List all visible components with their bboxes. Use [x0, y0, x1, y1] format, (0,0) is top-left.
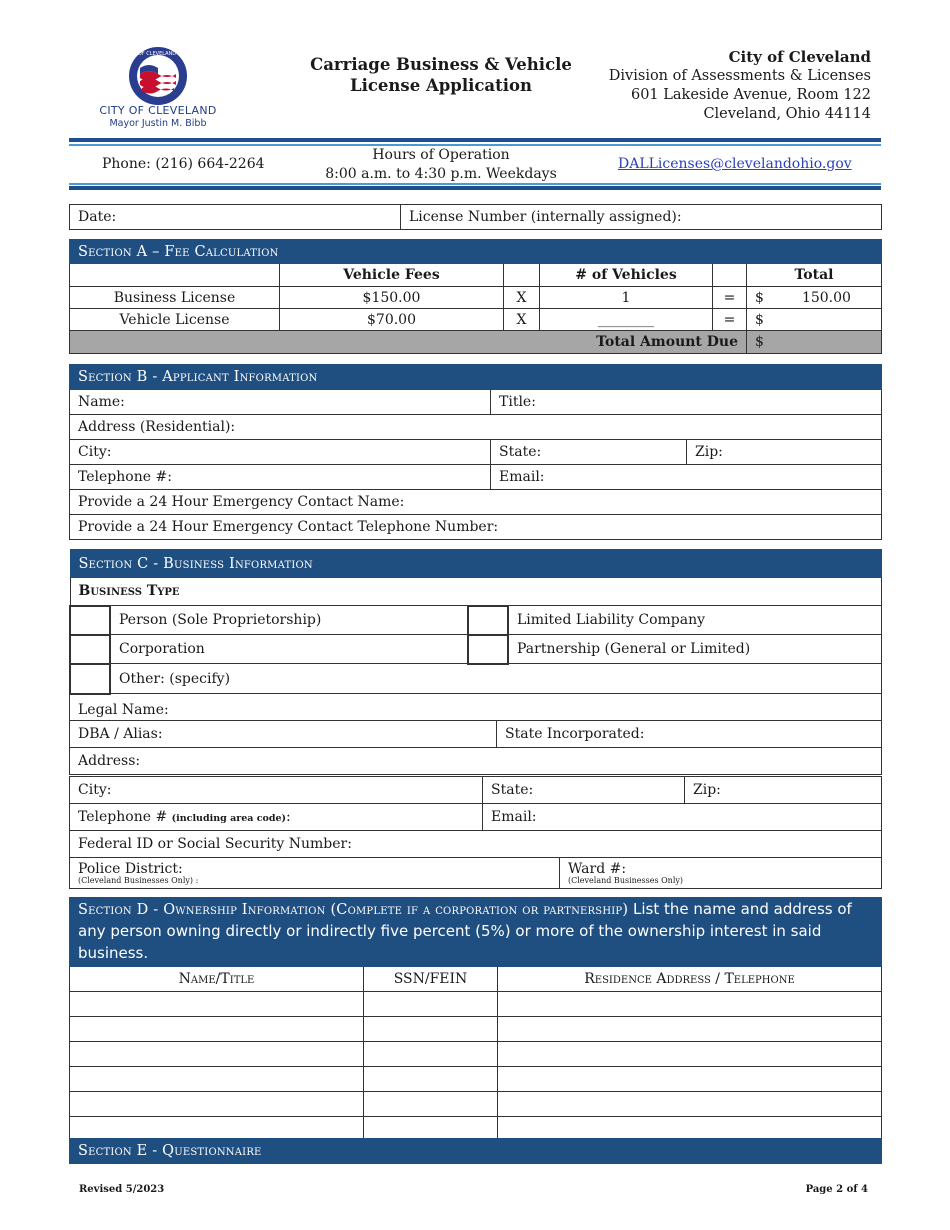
- fee-row-label: Business License: [70, 287, 280, 309]
- fee-row-total[interactable]: [772, 309, 882, 331]
- times-header: [504, 264, 540, 287]
- section-e-header: Section E - Questionnaire: [70, 1139, 882, 1164]
- section-d-table: [69, 897, 882, 1142]
- business-email-field[interactable]: Email:: [483, 804, 882, 831]
- business-type-label: Business Type: [70, 578, 882, 606]
- applicant-zip-field[interactable]: Zip:: [687, 440, 882, 465]
- vehicle-count-header: # of Vehicles: [540, 264, 713, 287]
- ward-field[interactable]: [560, 858, 882, 889]
- city-label: CITY OF CLEVELAND: [99, 104, 217, 117]
- applicant-address-field[interactable]: Address (Residential):: [70, 415, 882, 440]
- applicant-city-field[interactable]: City:: [70, 440, 491, 465]
- org-name: City of Cleveland: [728, 48, 871, 66]
- fee-row-amount: $150.00: [280, 287, 504, 309]
- applicant-telephone-field[interactable]: Telephone #:: [70, 465, 491, 490]
- fee-row-currency: $: [747, 287, 772, 309]
- date-field[interactable]: Date:: [70, 205, 401, 230]
- org-division: Division of Assessments & Licenses: [608, 68, 871, 84]
- applicant-title-field[interactable]: Title:: [491, 390, 882, 415]
- owner-address-cell[interactable]: [498, 992, 882, 1017]
- revised-date: Revised 5/2023: [79, 1184, 165, 1195]
- header-rule-bottom-thick: [69, 186, 881, 190]
- fee-row-count[interactable]: ________: [540, 309, 713, 331]
- llc-label: Limited Liability Company: [508, 606, 882, 635]
- owner-row: [70, 1042, 882, 1067]
- telephone-label: Telephone #: [78, 809, 168, 825]
- org-address-1: 601 Lakeside Avenue, Room 122: [630, 87, 871, 103]
- applicant-name-field[interactable]: Name:: [70, 390, 491, 415]
- email-link[interactable]: DALLicenses@clevelandohio.gov: [618, 156, 852, 172]
- owner-row: [70, 992, 882, 1017]
- total-header: Total: [747, 264, 882, 287]
- total-amount-currency: $: [747, 331, 772, 354]
- applicant-state-field[interactable]: State:: [491, 440, 687, 465]
- owner-ssn-header: SSN/FEIN: [364, 967, 498, 992]
- business-telephone-field[interactable]: [70, 804, 483, 831]
- telephone-colon: :: [286, 809, 291, 825]
- hours-title: Hours of Operation: [372, 147, 510, 163]
- owner-row: [70, 1067, 882, 1092]
- other-specify-field[interactable]: Other: (specify): [110, 664, 882, 694]
- total-amount-value[interactable]: [772, 331, 882, 354]
- fee-row-amount: $70.00: [280, 309, 504, 331]
- owner-ssn-cell[interactable]: [364, 1067, 498, 1092]
- hours-value: 8:00 a.m. to 4:30 p.m. Weekdays: [325, 166, 557, 182]
- owner-address-cell[interactable]: [498, 1042, 882, 1067]
- equals-header: [713, 264, 747, 287]
- business-city-field[interactable]: City:: [70, 777, 483, 804]
- fee-row-label: Vehicle License: [70, 309, 280, 331]
- police-district-note: (Cleveland Businesses Only) :: [78, 875, 199, 885]
- organization-block: [609, 48, 871, 124]
- section-e-table: [69, 1138, 882, 1164]
- emergency-contact-name-field[interactable]: Provide a 24 Hour Emergency Contact Name:: [70, 490, 882, 515]
- owner-ssn-cell[interactable]: [364, 992, 498, 1017]
- owner-row: [70, 1092, 882, 1117]
- emergency-contact-phone-field[interactable]: Provide a 24 Hour Emergency Contact Telephone Number:: [70, 515, 882, 540]
- section-a-header: Section A – Fee Calculation: [70, 240, 882, 264]
- ward-label: Ward #:: [568, 860, 627, 877]
- fee-row-equals: =: [713, 309, 747, 331]
- owner-ssn-cell[interactable]: [364, 1017, 498, 1042]
- business-city-table: [69, 776, 882, 858]
- partnership-checkbox[interactable]: [468, 635, 508, 664]
- other-checkbox[interactable]: [70, 664, 110, 694]
- total-amount-due-label: Total Amount Due: [70, 331, 747, 354]
- fee-row-currency: $: [747, 309, 772, 331]
- police-district-field[interactable]: [70, 858, 560, 889]
- section-d-instructions: List the name and address of any person owning directly or indirectly five percent (5%) or more of the ownership interest in said business.: [78, 900, 852, 962]
- owner-row: [70, 1017, 882, 1042]
- legal-name-field[interactable]: Legal Name:: [70, 694, 882, 721]
- section-d-title: Section D - Ownership Information (Complete if a corporation or partnership): [78, 902, 629, 918]
- seal-text: CITY OF CLEVELAND OHIO: [128, 51, 188, 57]
- fee-row-equals: =: [713, 287, 747, 309]
- fee-row-count[interactable]: 1: [540, 287, 713, 309]
- corporation-label: Corporation: [110, 635, 468, 664]
- title-line-1: Carriage Business & Vehicle: [310, 55, 572, 74]
- header-rule-bottom-thin: [69, 183, 881, 185]
- sole-proprietorship-label: Person (Sole Proprietorship): [110, 606, 468, 635]
- district-ward-table: [69, 857, 882, 889]
- police-district-label: Police District:: [78, 860, 183, 877]
- section-c-table: [69, 549, 882, 695]
- fee-row-times: X: [504, 287, 540, 309]
- fee-row-times: X: [504, 309, 540, 331]
- sole-proprietorship-checkbox[interactable]: [70, 606, 110, 635]
- telephone-note: (including area code): [171, 813, 287, 824]
- title-line-2: License Application: [350, 76, 532, 95]
- owner-ssn-cell[interactable]: [364, 1092, 498, 1117]
- document-title: [300, 54, 582, 96]
- owner-name-cell[interactable]: [70, 1092, 364, 1117]
- phone-number: Phone: (216) 664-2264: [102, 156, 265, 172]
- vehicle-fees-header: Vehicle Fees: [280, 264, 504, 287]
- city-seal: [128, 46, 188, 106]
- fee-row-total[interactable]: 150.00: [772, 287, 882, 309]
- corporation-checkbox[interactable]: [70, 635, 110, 664]
- llc-checkbox[interactable]: [468, 606, 508, 635]
- fee-label-header: [70, 264, 280, 287]
- org-address-2: Cleveland, Ohio 44114: [703, 106, 871, 122]
- section-c-header: Section C - Business Information: [70, 550, 882, 578]
- applicant-email-field[interactable]: Email:: [491, 465, 882, 490]
- business-state-field[interactable]: State:: [483, 777, 685, 804]
- section-a-table: [69, 239, 882, 354]
- owner-name-cell[interactable]: [70, 1067, 364, 1092]
- mayor-label: Mayor Justin M. Bibb: [109, 118, 207, 129]
- owner-name-cell[interactable]: [70, 1017, 364, 1042]
- date-license-table: [69, 204, 882, 230]
- owner-name-cell[interactable]: [70, 992, 364, 1017]
- federal-id-field[interactable]: Federal ID or Social Security Number:: [70, 831, 882, 858]
- owner-address-header: Residence Address / Telephone: [498, 967, 882, 992]
- owner-name-header: Name/Title: [70, 967, 364, 992]
- business-license-row: [70, 287, 882, 309]
- owner-address-cell[interactable]: [498, 1067, 882, 1092]
- owner-address-cell[interactable]: [498, 1017, 882, 1042]
- ward-note: (Cleveland Businesses Only): [568, 875, 684, 885]
- dba-alias-field[interactable]: DBA / Alias:: [70, 721, 497, 748]
- business-address-field[interactable]: Address:: [70, 748, 882, 775]
- business-details-table: [69, 693, 882, 775]
- owner-address-cell[interactable]: [498, 1092, 882, 1117]
- business-zip-field[interactable]: Zip:: [685, 777, 882, 804]
- state-incorporated-field[interactable]: State Incorporated:: [497, 721, 882, 748]
- hours-of-operation: [310, 146, 572, 186]
- section-d-header: [70, 898, 882, 967]
- section-b-header: Section B - Applicant Information: [70, 365, 882, 390]
- license-number-field[interactable]: License Number (internally assigned):: [401, 205, 882, 230]
- partnership-label: Partnership (General or Limited): [508, 635, 882, 664]
- page-number: Page 2 of 4: [805, 1184, 868, 1195]
- section-b-table: [69, 364, 882, 540]
- owner-ssn-cell[interactable]: [364, 1042, 498, 1067]
- header-rule-top-thick: [69, 138, 881, 142]
- vehicle-license-row: [70, 309, 882, 331]
- owner-name-cell[interactable]: [70, 1042, 364, 1067]
